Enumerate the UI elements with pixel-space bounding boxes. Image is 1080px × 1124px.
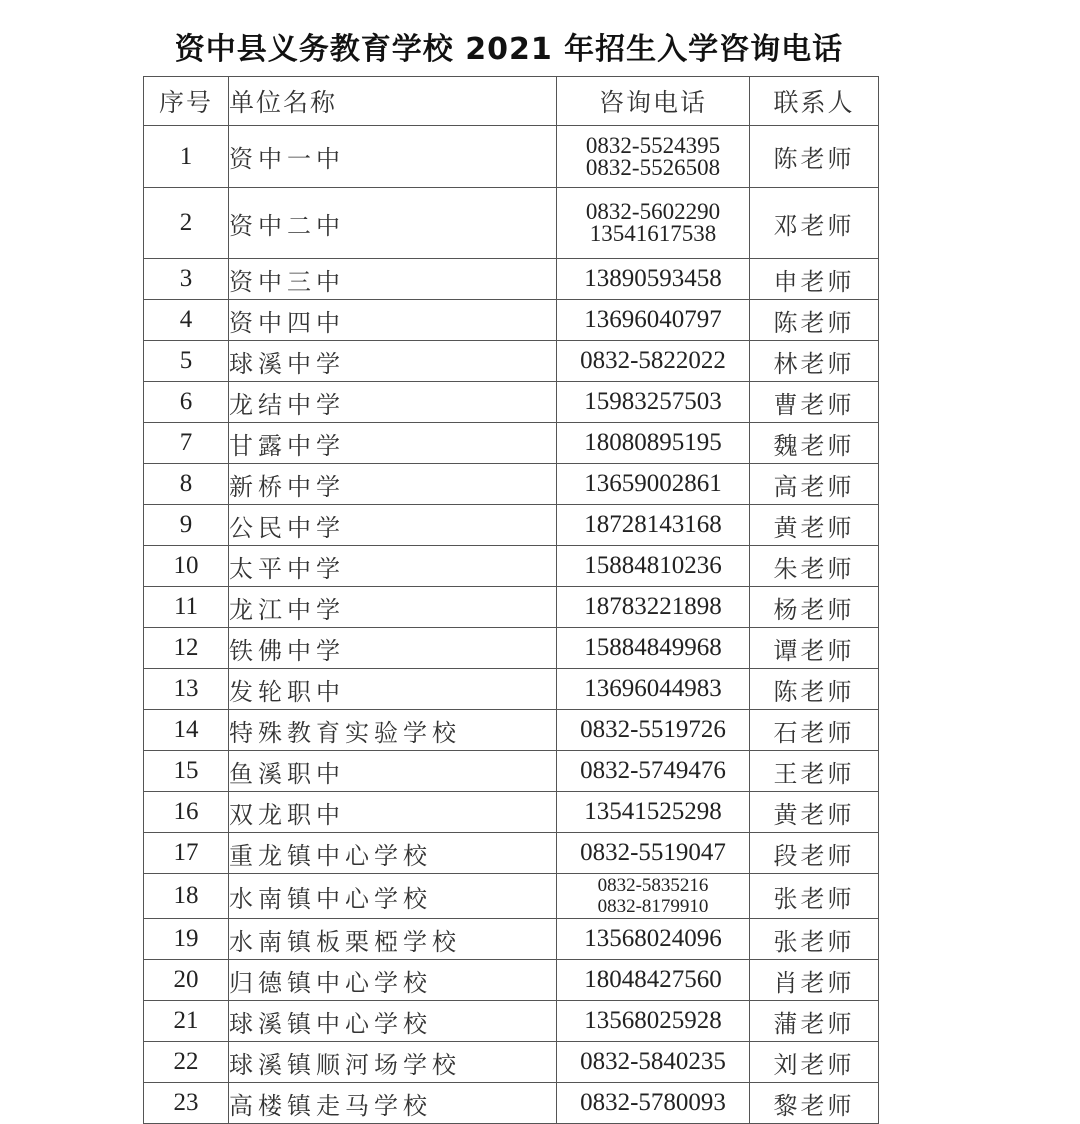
phone-number: 0832-8179910 bbox=[597, 896, 709, 917]
serial-number-cell: 9 bbox=[144, 505, 229, 546]
table-row bbox=[144, 300, 879, 341]
phone-cell bbox=[557, 188, 750, 259]
header-phone: 咨询电话 bbox=[557, 77, 750, 126]
phone-cell bbox=[557, 505, 750, 546]
contact-person-cell: 陈老师 bbox=[750, 126, 879, 188]
table-row bbox=[144, 710, 879, 751]
contact-person-cell: 杨老师 bbox=[750, 587, 879, 628]
phone-number: 18048427560 bbox=[584, 966, 722, 993]
phone-number: 13541525298 bbox=[584, 798, 722, 825]
phone-cell bbox=[557, 919, 750, 960]
unit-name-cell: 发轮职中 bbox=[229, 669, 557, 710]
serial-number-cell: 8 bbox=[144, 464, 229, 505]
phone-number: 0832-5519726 bbox=[580, 716, 726, 743]
serial-number-cell: 12 bbox=[144, 628, 229, 669]
table-row bbox=[144, 628, 879, 669]
document-title: 资中县义务教育学校 2021 年招生入学咨询电话 bbox=[174, 32, 844, 67]
serial-number-cell: 2 bbox=[144, 188, 229, 259]
serial-number-cell: 6 bbox=[144, 382, 229, 423]
serial-number-cell: 18 bbox=[144, 874, 229, 919]
unit-name-cell: 资中四中 bbox=[229, 300, 557, 341]
contact-person-cell: 曹老师 bbox=[750, 382, 879, 423]
phone-number: 0832-5526508 bbox=[585, 154, 721, 180]
serial-number-cell: 1 bbox=[144, 126, 229, 188]
unit-name-cell: 龙江中学 bbox=[229, 587, 557, 628]
phone-number: 18080895195 bbox=[584, 429, 722, 456]
phone-cell bbox=[557, 341, 750, 382]
header-serial-number: 序号 bbox=[144, 77, 229, 126]
table-row bbox=[144, 188, 879, 259]
phone-number: 0832-5524395 bbox=[585, 132, 721, 158]
contact-person-cell: 黎老师 bbox=[750, 1083, 879, 1124]
unit-name-cell: 球溪镇顺河场学校 bbox=[229, 1042, 557, 1083]
phone-number: 13890593458 bbox=[584, 265, 722, 292]
table-row bbox=[144, 126, 879, 188]
phone-number: 13568024096 bbox=[584, 925, 722, 952]
phone-number: 18783221898 bbox=[584, 593, 722, 620]
table-row bbox=[144, 874, 879, 919]
contact-person-cell: 陈老师 bbox=[750, 300, 879, 341]
serial-number-cell: 13 bbox=[144, 669, 229, 710]
contact-person-cell: 朱老师 bbox=[750, 546, 879, 587]
phone-number: 13541617538 bbox=[589, 221, 717, 246]
phone-number: 13696044983 bbox=[584, 675, 722, 702]
table-row bbox=[144, 833, 879, 874]
phone-number: 15884849968 bbox=[584, 634, 722, 661]
unit-name-cell: 水南镇中心学校 bbox=[229, 874, 557, 919]
unit-name-cell: 太平中学 bbox=[229, 546, 557, 587]
phone-cell bbox=[557, 960, 750, 1001]
phone-number: 0832-5602290 bbox=[585, 199, 721, 224]
unit-name-cell: 球溪中学 bbox=[229, 341, 557, 382]
serial-number-cell: 3 bbox=[144, 259, 229, 300]
phone-number: 15983257503 bbox=[584, 388, 722, 415]
contact-person-cell: 邓老师 bbox=[750, 188, 879, 259]
serial-number-cell: 22 bbox=[144, 1042, 229, 1083]
unit-name-cell: 高楼镇走马学校 bbox=[229, 1083, 557, 1124]
contact-person-cell: 张老师 bbox=[750, 919, 879, 960]
table-row bbox=[144, 1083, 879, 1124]
contact-person-cell: 林老师 bbox=[750, 341, 879, 382]
serial-number-cell: 20 bbox=[144, 960, 229, 1001]
serial-number-cell: 11 bbox=[144, 587, 229, 628]
contact-person-cell: 谭老师 bbox=[750, 628, 879, 669]
serial-number-cell: 17 bbox=[144, 833, 229, 874]
phone-number: 15884810236 bbox=[584, 552, 722, 579]
unit-name-cell: 资中一中 bbox=[229, 126, 557, 188]
contact-person-cell: 魏老师 bbox=[750, 423, 879, 464]
table-row bbox=[144, 919, 879, 960]
phone-number: 18728143168 bbox=[584, 511, 722, 538]
phone-number: 0832-5780093 bbox=[580, 1089, 726, 1116]
unit-name-cell: 重龙镇中心学校 bbox=[229, 833, 557, 874]
table-row bbox=[144, 792, 879, 833]
contact-person-cell: 陈老师 bbox=[750, 669, 879, 710]
serial-number-cell: 21 bbox=[144, 1001, 229, 1042]
phone-cell bbox=[557, 546, 750, 587]
phone-cell bbox=[557, 628, 750, 669]
phone-cell bbox=[557, 833, 750, 874]
unit-name-cell: 甘露中学 bbox=[229, 423, 557, 464]
unit-name-cell: 鱼溪职中 bbox=[229, 751, 557, 792]
phone-cell bbox=[557, 1001, 750, 1042]
contact-person-cell: 黄老师 bbox=[750, 792, 879, 833]
phone-cell bbox=[557, 126, 750, 188]
unit-name-cell: 资中三中 bbox=[229, 259, 557, 300]
contact-person-cell: 石老师 bbox=[750, 710, 879, 751]
serial-number-cell: 7 bbox=[144, 423, 229, 464]
table-row bbox=[144, 1042, 879, 1083]
unit-name-cell: 铁佛中学 bbox=[229, 628, 557, 669]
unit-name-cell: 水南镇板栗椏学校 bbox=[229, 919, 557, 960]
phone-number: 0832-5840235 bbox=[580, 1048, 726, 1075]
contact-person-cell: 刘老师 bbox=[750, 1042, 879, 1083]
header-contact-person: 联系人 bbox=[750, 77, 879, 126]
unit-name-cell: 公民中学 bbox=[229, 505, 557, 546]
table-row bbox=[144, 341, 879, 382]
contact-person-cell: 张老师 bbox=[750, 874, 879, 919]
unit-name-cell: 双龙职中 bbox=[229, 792, 557, 833]
unit-name-cell: 球溪镇中心学校 bbox=[229, 1001, 557, 1042]
unit-name-cell: 资中二中 bbox=[229, 188, 557, 259]
table-row bbox=[144, 751, 879, 792]
phone-cell bbox=[557, 300, 750, 341]
contact-person-cell: 段老师 bbox=[750, 833, 879, 874]
table-row bbox=[144, 1001, 879, 1042]
unit-name-cell: 归德镇中心学校 bbox=[229, 960, 557, 1001]
phone-cell bbox=[557, 751, 750, 792]
contact-table bbox=[143, 76, 879, 1124]
phone-number: 0832-5822022 bbox=[580, 347, 726, 374]
phone-cell bbox=[557, 587, 750, 628]
phone-cell bbox=[557, 1042, 750, 1083]
contact-person-cell: 高老师 bbox=[750, 464, 879, 505]
phone-cell bbox=[557, 710, 750, 751]
phone-number: 0832-5519047 bbox=[580, 839, 726, 866]
contact-person-cell: 王老师 bbox=[750, 751, 879, 792]
table-row bbox=[144, 464, 879, 505]
phone-cell bbox=[557, 792, 750, 833]
unit-name-cell: 新桥中学 bbox=[229, 464, 557, 505]
serial-number-cell: 4 bbox=[144, 300, 229, 341]
phone-cell bbox=[557, 1083, 750, 1124]
phone-number: 13568025928 bbox=[584, 1007, 722, 1034]
serial-number-cell: 14 bbox=[144, 710, 229, 751]
phone-number: 0832-5749476 bbox=[580, 757, 726, 784]
table-row bbox=[144, 423, 879, 464]
table-header-row bbox=[144, 77, 879, 126]
table-row bbox=[144, 587, 879, 628]
serial-number-cell: 10 bbox=[144, 546, 229, 587]
serial-number-cell: 16 bbox=[144, 792, 229, 833]
serial-number-cell: 5 bbox=[144, 341, 229, 382]
phone-cell bbox=[557, 382, 750, 423]
phone-number: 0832-5835216 bbox=[597, 875, 709, 896]
contact-person-cell: 申老师 bbox=[750, 259, 879, 300]
serial-number-cell: 19 bbox=[144, 919, 229, 960]
phone-cell bbox=[557, 423, 750, 464]
serial-number-cell: 23 bbox=[144, 1083, 229, 1124]
table-row bbox=[144, 546, 879, 587]
contact-person-cell: 蒲老师 bbox=[750, 1001, 879, 1042]
table-row bbox=[144, 960, 879, 1001]
table-row bbox=[144, 259, 879, 300]
phone-cell bbox=[557, 464, 750, 505]
phone-number: 13696040797 bbox=[584, 306, 722, 333]
header-unit-name: 单位名称 bbox=[229, 77, 557, 126]
phone-cell bbox=[557, 669, 750, 710]
table-row bbox=[144, 505, 879, 546]
table-row bbox=[144, 669, 879, 710]
unit-name-cell: 特殊教育实验学校 bbox=[229, 710, 557, 751]
serial-number-cell: 15 bbox=[144, 751, 229, 792]
contact-person-cell: 黄老师 bbox=[750, 505, 879, 546]
unit-name-cell: 龙结中学 bbox=[229, 382, 557, 423]
table-row bbox=[144, 382, 879, 423]
contact-person-cell: 肖老师 bbox=[750, 960, 879, 1001]
phone-number: 13659002861 bbox=[584, 470, 722, 497]
phone-cell bbox=[557, 874, 750, 919]
phone-cell bbox=[557, 259, 750, 300]
